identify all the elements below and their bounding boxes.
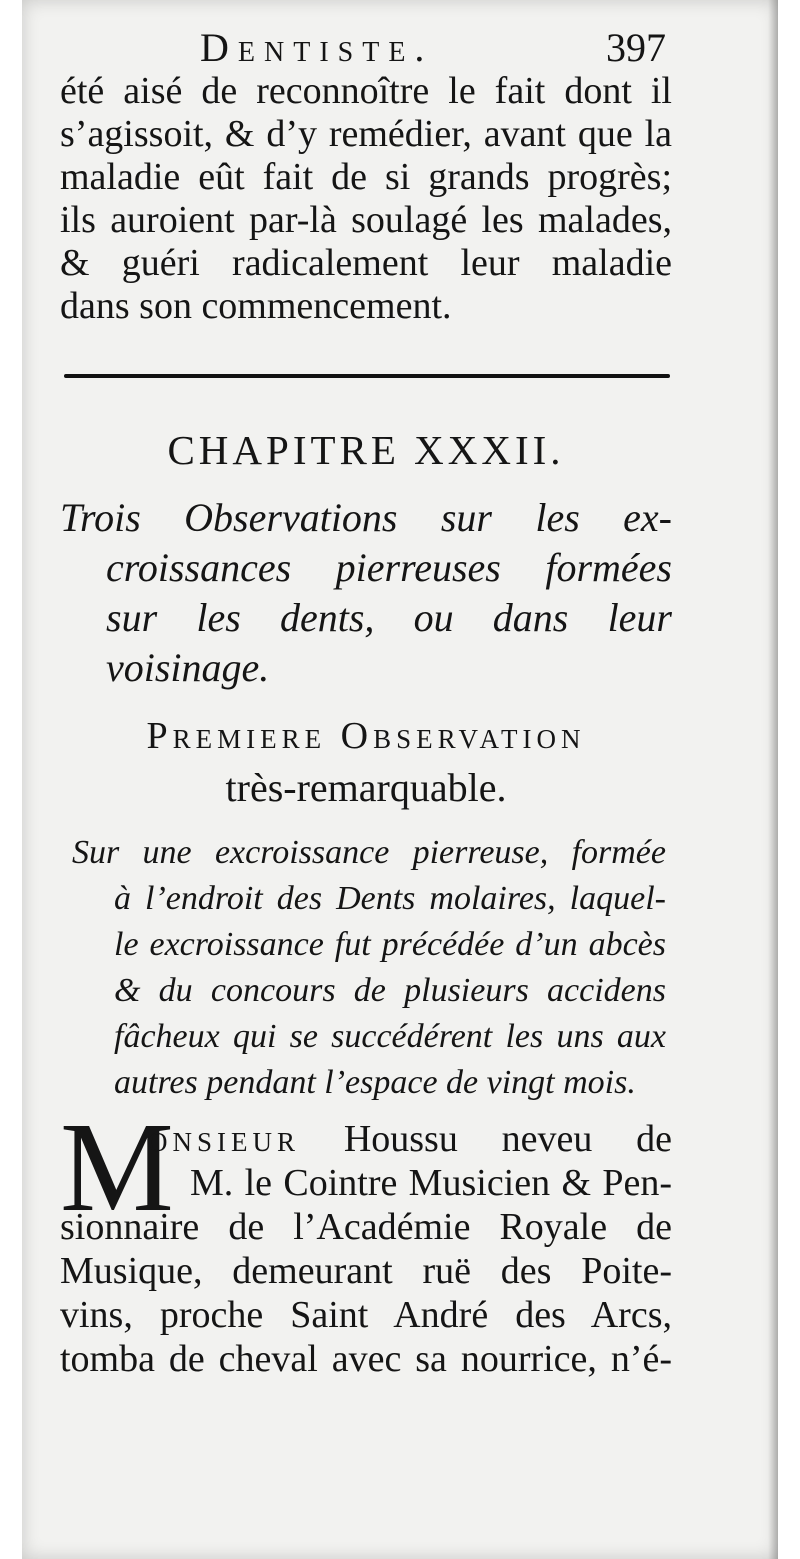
drop-cap: M <box>60 1096 174 1238</box>
page-content <box>60 0 672 1559</box>
chapter-subtitle <box>60 493 672 693</box>
summary-line: à l’endroit des Dents molaires, laquel- <box>114 880 666 917</box>
text-line: & guéri radicalement leur maladie <box>60 242 672 284</box>
observation-summary <box>72 830 666 1106</box>
paragraph-line: Musique, demeurant ruë des Poite- <box>60 1250 672 1292</box>
running-head <box>60 22 672 72</box>
text-line: s’agissoit, & d’y remédier, avant que la <box>60 113 672 155</box>
book-page <box>22 0 778 1559</box>
subtitle-line: Trois Observations sur les ex- <box>60 495 672 540</box>
text-line: dans son commencement. <box>60 285 452 327</box>
chapter-title: CHAPITRE XXXII. <box>167 427 565 473</box>
observation-heading: Premiere Observation <box>146 715 586 757</box>
intro-text <box>60 70 672 328</box>
paragraph-line: M. le Cointre Musicien & Pen- <box>190 1162 672 1204</box>
summary-line: le excroissance fut précédée d’un abcès <box>114 926 666 963</box>
first-line-caps: onsieur <box>148 1118 301 1160</box>
section-rule <box>64 374 670 378</box>
subtitle-line: sur les dents, ou dans leur <box>106 595 672 640</box>
summary-line: & du concours de plusieurs accidens <box>114 972 666 1009</box>
paragraph-line: vins, proche Saint André des Arcs, <box>60 1294 672 1336</box>
body-paragraph <box>60 1096 672 1397</box>
first-line-rest: Houssu neveu de <box>343 1118 672 1160</box>
page-number: 397 <box>606 25 666 70</box>
text-line: maladie eût fait de si grands progrès; <box>60 156 672 198</box>
subtitle-line: voisinage. <box>106 645 270 690</box>
text-line: été aisé de reconnoître le fait dont il <box>60 70 672 112</box>
observation-qualifier: très-remarquable. <box>225 765 507 810</box>
summary-line: autres pendant l’espace de vingt mois. <box>114 1064 636 1101</box>
subtitle-line: croissances pierreuses formées <box>106 545 672 590</box>
summary-line: Sur une excroissance pierreuse, formée <box>72 834 666 871</box>
summary-line: fâcheux qui se succédérent les uns aux <box>114 1018 666 1055</box>
running-title: Dentiste. <box>200 25 434 70</box>
text-line: ils auroient par-là soulagé les malades, <box>60 199 672 241</box>
paragraph-first-line <box>148 1117 672 1161</box>
paragraph-line: tomba de cheval avec sa nourrice, n’é- <box>60 1338 672 1380</box>
paragraph-line: sionnaire de l’Académie Royale de <box>60 1206 672 1248</box>
